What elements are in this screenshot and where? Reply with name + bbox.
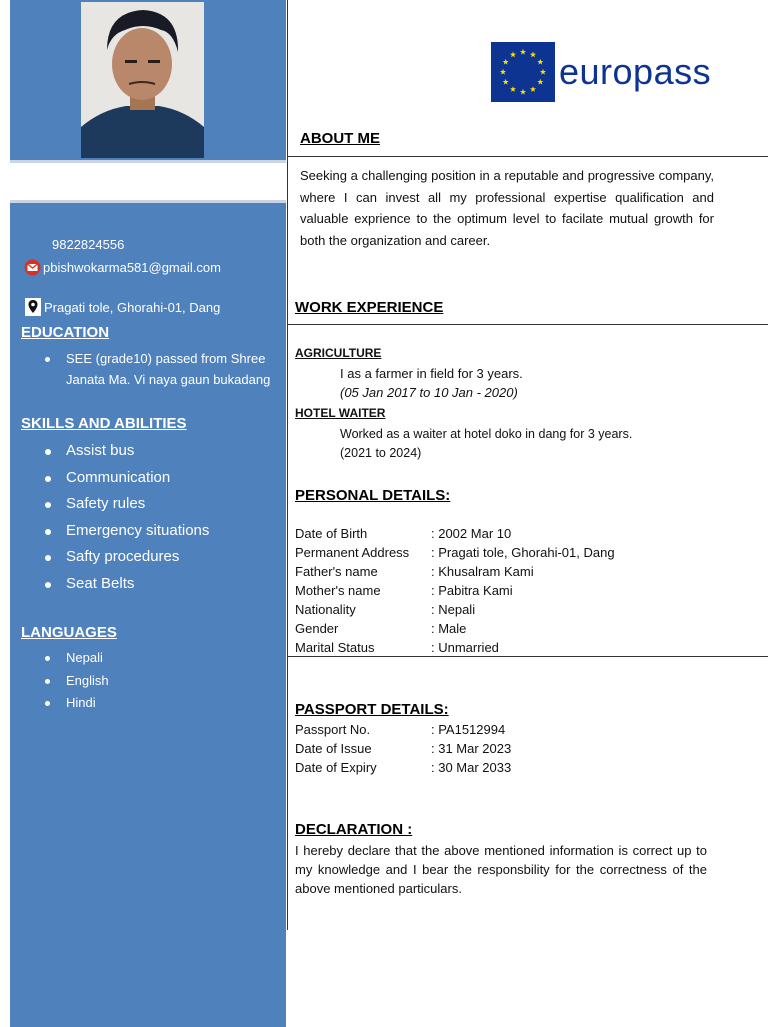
education-list (10, 348, 276, 390)
column-divider (287, 0, 288, 930)
star-icon (530, 86, 536, 92)
passport-heading: PASSPORT DETAILS: (295, 701, 449, 718)
job-period: (2021 to 2024) (340, 446, 422, 460)
detail-label: Marital Status (295, 640, 375, 655)
eu-flag-icon (491, 42, 555, 102)
declaration-heading: DECLARATION : (295, 821, 413, 838)
about-text: Seeking a challenging position in a reputable and progressive company, where I can invest all my professional expertise qualification and valuable exprience to the optimum level to facilate mutual growth for both the organization and career. (300, 168, 714, 248)
skill-item: Safty procedures (10, 544, 209, 571)
star-icon (510, 86, 516, 92)
work-heading: WORK EXPERIENCE (295, 299, 444, 316)
about-heading: ABOUT ME (300, 130, 380, 147)
star-icon (537, 79, 543, 85)
language-item: Hindi (10, 692, 109, 715)
job-description: I as a farmer in field for 3 years. (340, 366, 523, 381)
detail-value: : PA1512994 (431, 722, 506, 737)
skills-heading: SKILLS AND ABILITIES (21, 415, 187, 432)
star-icon (500, 69, 506, 75)
star-icon (510, 51, 516, 57)
detail-label: Date of Birth (295, 526, 368, 541)
detail-label: Passport No. (295, 722, 371, 737)
job-title: AGRICULTURE (295, 346, 382, 360)
detail-value: : Pabitra Kami (431, 583, 513, 598)
detail-label: Mother's name (295, 583, 381, 598)
job-description: Worked as a waiter at hotel doko in dang for 3 years. (340, 427, 633, 441)
languages-list (10, 647, 109, 715)
languages-heading: LANGUAGES (21, 624, 117, 641)
star-icon (537, 59, 543, 65)
detail-value: : Nepali (431, 602, 476, 617)
education-heading: EDUCATION (21, 324, 110, 341)
detail-value: : 31 Mar 2023 (431, 741, 512, 756)
star-icon (530, 51, 536, 57)
detail-value: : 30 Mar 2033 (431, 760, 512, 775)
divider (288, 656, 768, 657)
detail-label: Father's name (295, 564, 378, 579)
star-icon (540, 69, 546, 75)
logo-text: europass (559, 51, 712, 92)
declaration-text: I hereby declare that the above mentioned information is correct up to my knowledge and I bear the responsbility for the correctness of the above mentioned particulars. (295, 843, 707, 896)
address-text: Pragati tole, Ghorahi-01, Dang (44, 300, 221, 315)
detail-value: : Unmarried (431, 640, 499, 655)
language-item: English (10, 670, 109, 693)
education-item: SEE (grade10) passed from Shree Janata Ma. Vi naya gaun bukadang (10, 348, 276, 390)
detail-label: Permanent Address (295, 545, 410, 560)
detail-value: : Khusalram Kami (431, 564, 534, 579)
job-period: (05 Jan 2017 to 10 Jan - 2020) (340, 385, 518, 400)
detail-value: : Male (431, 621, 467, 636)
star-icon (503, 59, 509, 65)
phone-text: 9822824556 (52, 237, 125, 252)
detail-label: Gender (295, 621, 339, 636)
personal-heading: PERSONAL DETAILS: (295, 487, 451, 504)
skill-item: Safety rules (10, 491, 209, 518)
profile-photo (81, 2, 204, 158)
divider (288, 324, 768, 325)
job-title: HOTEL WAITER (295, 406, 386, 420)
skill-item: Communication (10, 465, 209, 492)
divider (288, 156, 768, 157)
detail-label: Date of Expiry (295, 760, 377, 775)
star-icon (520, 89, 526, 95)
star-icon (520, 49, 526, 55)
star-icon (503, 79, 509, 85)
skills-list (10, 438, 209, 597)
detail-label: Date of Issue (295, 741, 372, 756)
skill-item: Seat Belts (10, 571, 209, 598)
detail-value: : 2002 Mar 10 (431, 526, 512, 541)
skill-item: Emergency situations (10, 518, 209, 545)
email-icon (24, 259, 41, 279)
email-text: pbishwokarma581@gmail.com (43, 260, 221, 275)
detail-label: Nationality (295, 602, 356, 617)
photo-panel (10, 0, 286, 163)
location-pin-icon (25, 298, 41, 319)
sidebar (10, 200, 286, 1027)
language-item: Nepali (10, 647, 109, 670)
skill-item: Assist bus (10, 438, 209, 465)
detail-value: : Pragati tole, Ghorahi-01, Dang (431, 545, 615, 560)
